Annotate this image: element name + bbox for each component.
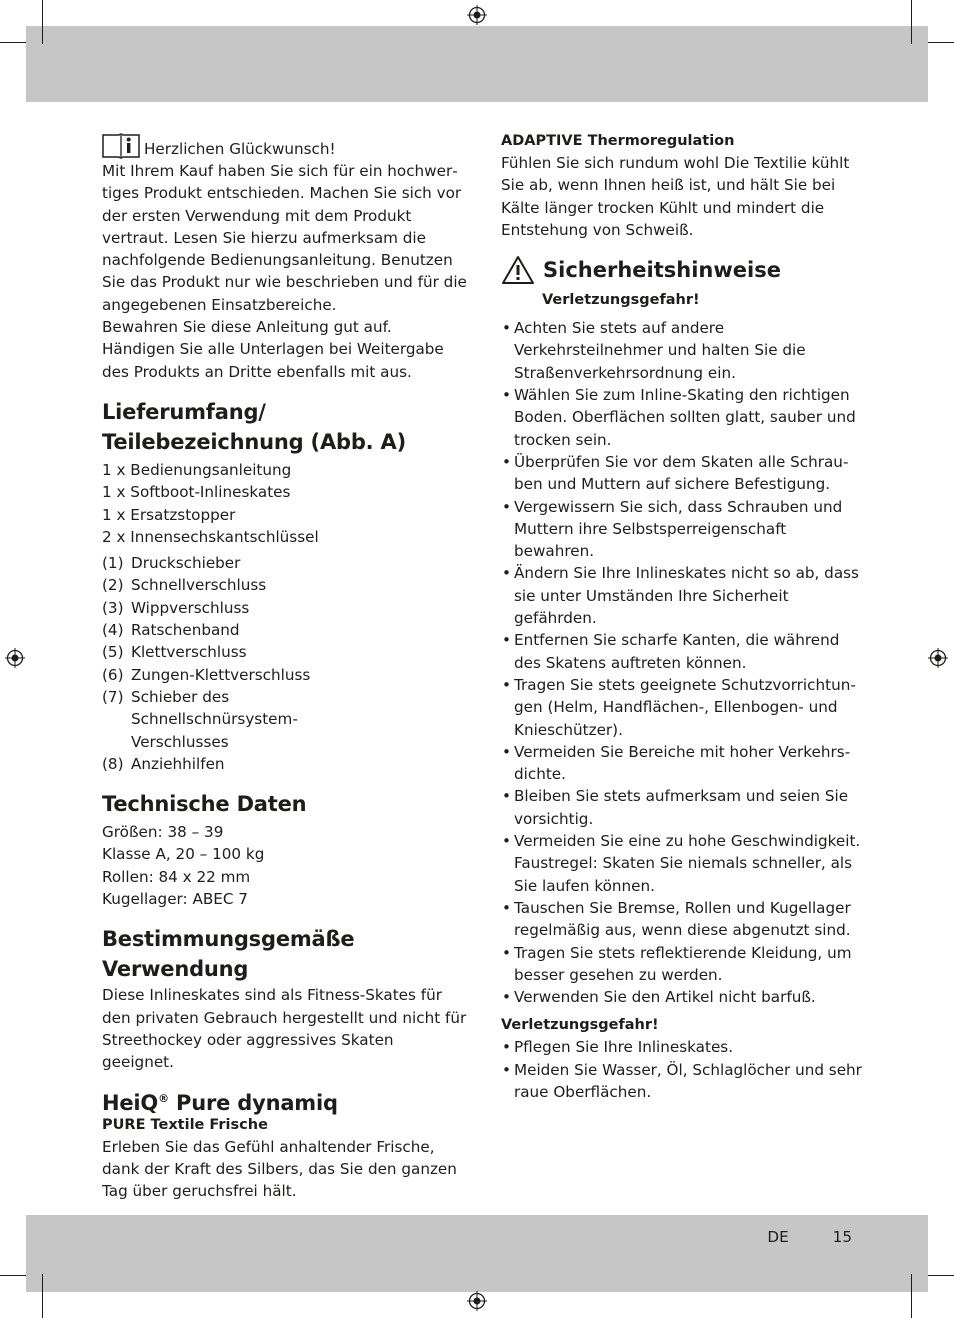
- list-item: Kugellager: ABEC 7: [102, 890, 248, 909]
- part-label: Schnellverschluss: [131, 576, 267, 595]
- top-gray-band: [26, 26, 928, 102]
- title-part: HeiQ: [102, 1090, 159, 1115]
- language-code: DE: [767, 1228, 789, 1246]
- tech-data-list: [102, 821, 467, 910]
- part-number: (3): [102, 598, 124, 617]
- heiq-subheading: ADAPTIVE Thermoregulation: [501, 133, 735, 149]
- crop-mark: [928, 1275, 954, 1276]
- part-number: (8): [102, 754, 124, 773]
- parts-list: [102, 552, 467, 775]
- list-item: Klasse A, 20 – 100 kg: [102, 845, 265, 864]
- intro-heading: [102, 132, 467, 160]
- part-label: Schieber des Schnellschnürsystem-Verschlusses: [131, 687, 298, 751]
- part-number: (4): [102, 621, 124, 640]
- list-item: [102, 753, 467, 775]
- title-part: Pure dynamiq: [168, 1090, 338, 1115]
- registered-mark: ®: [158, 1091, 169, 1105]
- list-item: • Meiden Sie Wasser, Öl, Schlaglöcher und sehr raue Oberflächen.: [501, 1059, 866, 1104]
- list-item: • Wählen Sie zum Inline-Skating den richtigen Boden. Oberflächen sollten glatt, sauber und trocken sein.: [501, 384, 866, 451]
- registration-mark-icon: [5, 648, 25, 668]
- list-item: Rollen: 84 x 22 mm: [102, 867, 251, 886]
- part-label: Wippverschluss: [131, 598, 250, 617]
- page-footer: [767, 1228, 852, 1246]
- crop-mark: [42, 0, 43, 44]
- right-column: [501, 130, 866, 1103]
- registration-mark-icon: [928, 648, 948, 668]
- list-item: 2 x Innensechskantschlüssel: [102, 527, 319, 546]
- bottom-gray-band: [26, 1215, 928, 1292]
- section-title-lieferumfang: [102, 397, 467, 457]
- safety-list: [501, 1036, 866, 1103]
- part-label: Klettverschluss: [131, 643, 247, 662]
- heiq-text: Erleben Sie das Gefühl anhaltender Frische, dank der Kraft des Silbers, das Sie den ganzen Tag über geruchsfrei hält.: [102, 1137, 457, 1201]
- danger-label: Verletzungsgefahr!: [501, 1017, 659, 1034]
- list-item: [102, 552, 467, 574]
- crop-mark: [928, 42, 954, 43]
- list-item: [102, 619, 467, 641]
- crop-mark: [0, 1275, 26, 1276]
- intro-paragraph: Mit Ihrem Kauf haben Sie sich für ein hochwertiges Produkt entschieden. Machen Sie sich vor der ersten Verwendung mit dem Produkt vertraut. Lesen Sie hierzu aufmerksam die nachfolgende Bedienungsanleitung. Benutzen Sie das Produkt nur wie beschrieben und für die angegebenen Einsatzbereiche.: [102, 162, 467, 314]
- list-item: [102, 641, 467, 663]
- part-number: (1): [102, 554, 124, 573]
- section-title-technische-daten: Technische Daten: [102, 792, 307, 817]
- safety-heading: [501, 255, 866, 285]
- danger-label: Verletzungsgefahr!: [542, 292, 700, 309]
- part-label: Zungen-Klettverschluss: [131, 665, 311, 684]
- list-item: [102, 597, 467, 619]
- list-item: • Vermeiden Sie eine zu hohe Geschwindigkeit. Faustregel: Skaten Sie niemals schneller, als Sie laufen können.: [501, 830, 866, 897]
- section-title-sicherheit: Sicherheitshinweise: [543, 258, 781, 283]
- intro-paragraph: Bewahren Sie diese Anleitung gut auf. Händigen Sie alle Unterlagen bei Weitergabe des Produkts an Dritte ebenfalls mit aus.: [102, 318, 444, 381]
- title-line: Lieferumfang/: [102, 399, 266, 424]
- part-number: (5): [102, 643, 124, 662]
- section-title-bestimmung: [102, 924, 467, 984]
- list-item: [102, 664, 467, 686]
- list-item: • Entfernen Sie scharfe Kanten, die während des Skatens auftreten können.: [501, 629, 866, 674]
- list-item: Größen: 38 – 39: [102, 823, 224, 842]
- title-line: Verwendung: [102, 957, 249, 982]
- bestimmung-text: Diese Inlineskates sind als Fitness-Skates für den privaten Gebrauch hergestellt und nicht für Streethockey oder aggressives Skaten geeignet.: [102, 986, 467, 1072]
- list-item: 1 x Bedienungsanleitung: [102, 460, 292, 479]
- list-item: • Pflegen Sie Ihre Inlineskates.: [501, 1036, 866, 1058]
- list-item: 1 x Ersatzstopper: [102, 505, 236, 524]
- heiq-subheading: PURE Textile Frische: [102, 1116, 268, 1133]
- part-number: (7): [102, 687, 124, 706]
- list-item: 1 x Softboot-Inlineskates: [102, 483, 291, 502]
- list-item: • Vermeiden Sie Bereiche mit hoher Verkehrsdichte.: [501, 741, 866, 786]
- part-number: (2): [102, 576, 124, 595]
- list-item: • Bleiben Sie stets aufmerksam und seien Sie vorsichtig.: [501, 785, 866, 830]
- crop-mark: [42, 1274, 43, 1318]
- list-item: • Vergewissern Sie sich, dass Schrauben und Muttern ihre Selbstsperreigenschaft bewahren.: [501, 496, 866, 563]
- list-item: [102, 574, 467, 596]
- part-label: Anziehhilfen: [131, 754, 225, 773]
- page-number: 15: [832, 1228, 852, 1246]
- intro-greeting: Herzlichen Glückwunsch!: [144, 139, 336, 158]
- crop-mark: [911, 0, 912, 44]
- registration-mark-icon: [467, 5, 487, 25]
- list-item: • Tragen Sie stets reflektierende Kleidung, um besser gesehen zu werden.: [501, 942, 866, 987]
- list-item: • Verwenden Sie den Artikel nicht barfuß.: [501, 986, 866, 1008]
- part-number: (6): [102, 665, 124, 684]
- heiq-text: Fühlen Sie sich rundum wohl Die Textilie kühlt Sie ab, wenn Ihnen heiß ist, und hält Sie bei Kälte länger trocken Kühlt und mindert die Entstehung von Schweiß.: [501, 154, 850, 239]
- warning-triangle-icon: [501, 255, 535, 285]
- list-item: • Achten Sie stets auf andere Verkehrsteilnehmer und halten Sie die Straßenverkehrsordnung ein.: [501, 317, 866, 384]
- list-item: • Tragen Sie stets geeignete Schutzvorrichtungen (Helm, Handflächen-, Ellenbogen- und Knieschützer).: [501, 674, 866, 741]
- crop-mark: [0, 42, 26, 43]
- list-item: • Ändern Sie Ihre Inlineskates nicht so ab, dass sie unter Umständen Ihre Sicherheit gefährden.: [501, 562, 866, 629]
- left-column: [102, 130, 467, 1202]
- registration-mark-icon: [467, 1291, 487, 1311]
- list-item: [102, 686, 467, 753]
- title-line: Teilebezeichnung (Abb. A): [102, 429, 407, 454]
- list-item: • Tauschen Sie Bremse, Rollen und Kugellager regelmäßig aus, wenn diese abgenutzt sind.: [501, 897, 866, 942]
- delivery-list: [102, 459, 467, 548]
- list-item: • Überprüfen Sie vor dem Skaten alle Schrauben und Muttern auf sichere Befestigung.: [501, 451, 866, 496]
- part-label: Druckschieber: [131, 554, 241, 573]
- safety-list: [501, 317, 866, 1008]
- part-label: Ratschenband: [131, 621, 240, 640]
- crop-mark: [911, 1274, 912, 1318]
- info-book-icon: [102, 132, 140, 160]
- title-line: Bestimmungsgemäße: [102, 927, 355, 952]
